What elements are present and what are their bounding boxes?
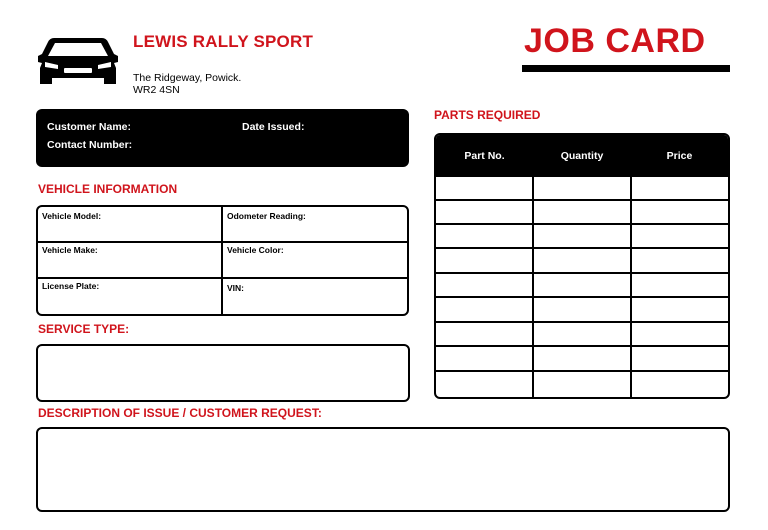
odometer-reading-label: Odometer Reading: <box>227 211 306 221</box>
parts-table-header <box>436 135 728 177</box>
parts-required-title: PARTS REQUIRED <box>434 108 541 122</box>
parts-row-line <box>436 199 728 201</box>
car-front-icon <box>36 32 120 88</box>
parts-row-line <box>436 370 728 372</box>
vin-label: VIN: <box>227 283 244 293</box>
parts-col-divider <box>532 177 534 397</box>
date-issued-label: Date Issued: <box>242 121 305 133</box>
title-underline <box>522 65 730 72</box>
license-plate-label: License Plate: <box>42 281 100 291</box>
description-title: DESCRIPTION OF ISSUE / CUSTOMER REQUEST: <box>38 406 322 420</box>
contact-number-label: Contact Number: <box>47 139 133 151</box>
parts-row-line <box>436 345 728 347</box>
company-address <box>133 72 241 96</box>
parts-row-line <box>436 321 728 323</box>
vehicle-info-title: VEHICLE INFORMATION <box>38 182 178 196</box>
parts-col-divider <box>630 177 632 397</box>
description-field[interactable] <box>36 427 730 512</box>
address-line-2: WR2 4SN <box>133 84 180 96</box>
vehicle-table-divider <box>221 207 223 314</box>
service-type-title: SERVICE TYPE: <box>38 322 130 336</box>
price-header: Price <box>666 150 693 162</box>
vehicle-model-label: Vehicle Model: <box>42 211 102 221</box>
customer-name-label: Customer Name: <box>47 121 132 133</box>
parts-table <box>434 133 730 399</box>
vehicle-table-row-line <box>38 241 407 243</box>
parts-row-line <box>436 296 728 298</box>
vehicle-table-row-line <box>38 277 407 279</box>
parts-row-line <box>436 272 728 274</box>
service-type-field[interactable] <box>36 344 410 402</box>
parts-row-line <box>436 247 728 249</box>
customer-info-box <box>36 109 409 167</box>
part-no-header: Part No. <box>464 150 505 162</box>
vehicle-info-table <box>36 205 409 316</box>
parts-row-line <box>436 223 728 225</box>
company-name: LEWIS RALLY SPORT <box>133 32 314 51</box>
page-title: JOB CARD <box>524 22 706 60</box>
vehicle-color-label: Vehicle Color: <box>227 245 284 255</box>
vehicle-make-label: Vehicle Make: <box>42 245 98 255</box>
address-line-1: The Ridgeway, Powick. <box>133 72 242 84</box>
quantity-header: Quantity <box>560 150 604 162</box>
